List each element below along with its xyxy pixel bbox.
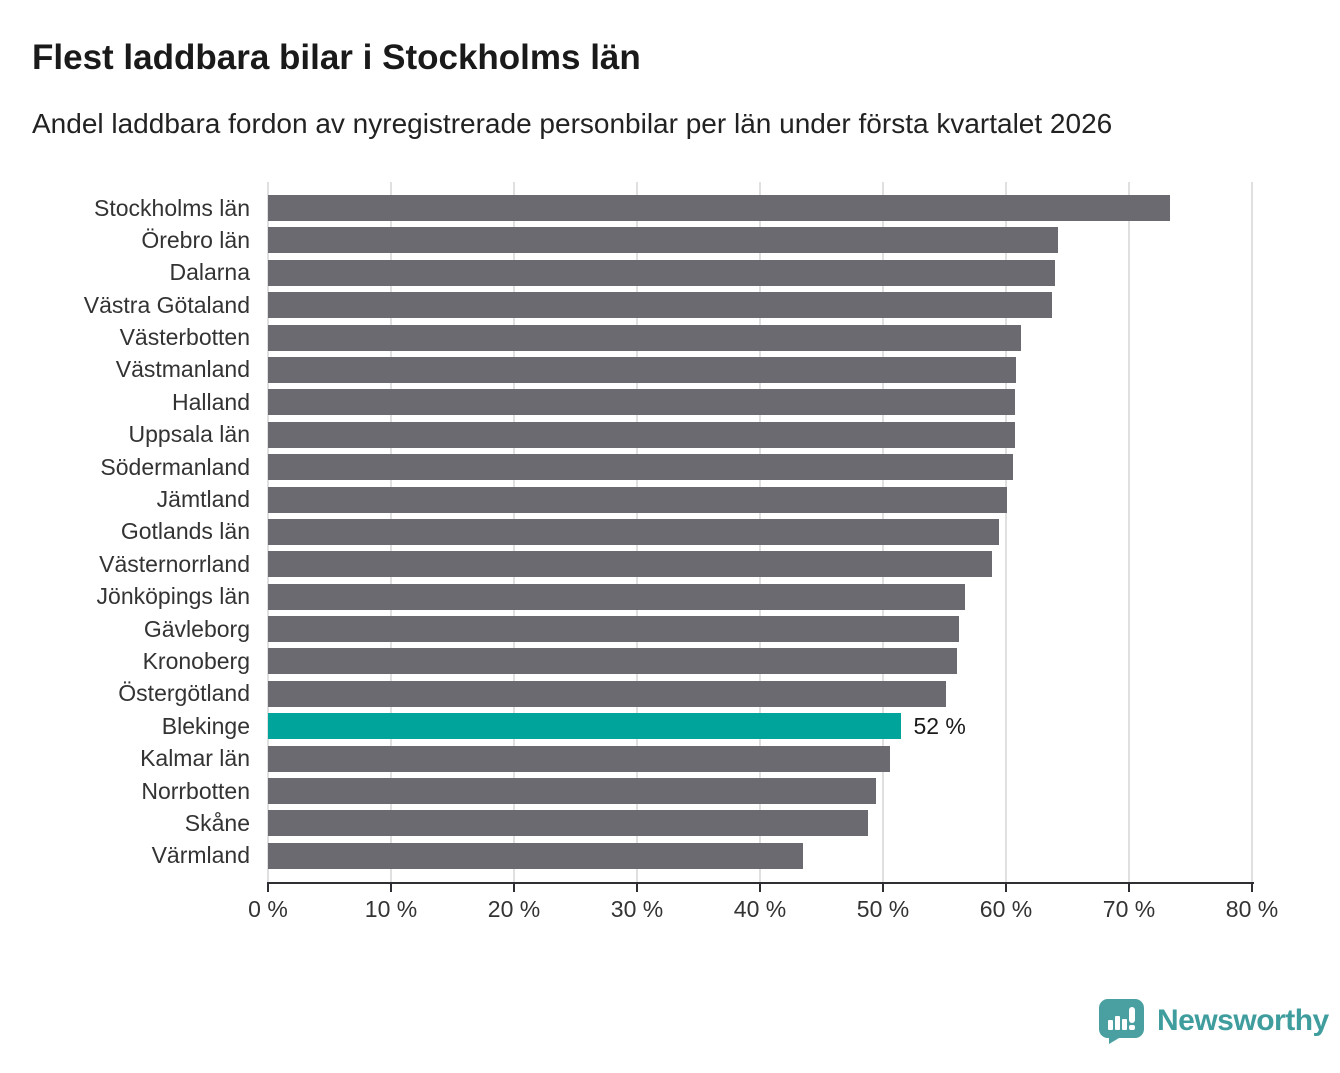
category-label: Värmland: [151, 842, 250, 869]
chart-row: [40, 551, 1270, 577]
category-label: Jönköpings län: [96, 583, 250, 610]
axis-tick-label: 80 %: [1225, 896, 1279, 922]
chart-row: [40, 389, 1270, 415]
category-label: Jämtland: [156, 486, 250, 513]
chart-row: [40, 778, 1270, 804]
bar-track: [268, 519, 1252, 545]
axis-tick-label: 10 %: [364, 896, 418, 922]
chart-row: [40, 648, 1270, 674]
chart-title: Flest laddbara bilar i Stockholms län: [32, 38, 641, 77]
chart-row: [40, 810, 1270, 836]
bar-track: [268, 746, 1252, 772]
category-label: Halland: [172, 388, 250, 415]
bar: [268, 843, 803, 869]
category-label: Västernorrland: [99, 550, 250, 577]
chart-row: [40, 616, 1270, 642]
bar-track: [268, 843, 1252, 869]
bar-highlighted: [268, 713, 901, 739]
chart-row: [40, 713, 1270, 739]
chart-row: [40, 487, 1270, 513]
bar: [268, 454, 1013, 480]
category-label: Gävleborg: [143, 615, 250, 642]
bar: [268, 195, 1170, 221]
bar: [268, 746, 890, 772]
chart-row: [40, 746, 1270, 772]
category-label: Västra Götaland: [83, 291, 250, 318]
bar: [268, 422, 1015, 448]
bar-track: [268, 292, 1252, 318]
newsworthy-speech-bubble-chart-icon: [1098, 998, 1145, 1044]
bar-track: [268, 227, 1252, 253]
bar-track: [268, 389, 1252, 415]
bar-track: [268, 357, 1252, 383]
axis-tick: [390, 884, 392, 892]
bar-track: [268, 810, 1252, 836]
chart-subtitle: Andel laddbara fordon av nyregistrerade personbilar per län under första kvartalet 2026: [32, 108, 1113, 139]
axis-tick-label: 50 %: [856, 896, 910, 922]
axis-tick: [1005, 884, 1007, 892]
category-label: Skåne: [184, 809, 250, 836]
chart-row: [40, 260, 1270, 286]
chart-row: [40, 584, 1270, 610]
bar: [268, 681, 946, 707]
category-label: Örebro län: [141, 226, 250, 253]
bar-track: [268, 325, 1252, 351]
bar: [268, 357, 1016, 383]
chart-row: [40, 292, 1270, 318]
axis-tick: [759, 884, 761, 892]
bar: [268, 519, 999, 545]
bar: [268, 551, 992, 577]
bar-track: [268, 778, 1252, 804]
bar: [268, 584, 965, 610]
brand-name: Newsworthy: [1157, 1004, 1329, 1037]
axis-tick-label: 60 %: [979, 896, 1033, 922]
bar-value-label: 52 %: [913, 712, 966, 739]
bar-track: [268, 616, 1252, 642]
bar: [268, 227, 1058, 253]
bar-track: [268, 584, 1252, 610]
axis-tick: [1128, 884, 1130, 892]
category-label: Östergötland: [118, 680, 250, 707]
axis-tick-label: 40 %: [733, 896, 787, 922]
bar-track: [268, 487, 1252, 513]
bar: [268, 487, 1007, 513]
axis-tick-label: 30 %: [610, 896, 664, 922]
category-label: Norrbotten: [141, 777, 250, 804]
bar-track: [268, 551, 1252, 577]
axis-tick-label: 70 %: [1102, 896, 1156, 922]
newsworthy-logo: [1098, 998, 1329, 1044]
category-label: Stockholms län: [94, 194, 250, 221]
category-label: Gotlands län: [120, 518, 250, 545]
bar: [268, 778, 876, 804]
category-label: Västmanland: [115, 356, 250, 383]
bar-track: [268, 681, 1252, 707]
category-label: Kalmar län: [140, 745, 250, 772]
bar: [268, 260, 1055, 286]
bar-track: [268, 713, 1252, 739]
bar-track: [268, 422, 1252, 448]
category-label: Västerbotten: [119, 324, 250, 351]
category-label: Uppsala län: [128, 421, 250, 448]
axis-tick-label: 0 %: [248, 896, 288, 922]
axis-tick-label: 20 %: [487, 896, 541, 922]
axis-tick: [882, 884, 884, 892]
axis-tick: [513, 884, 515, 892]
chart-rows: [40, 182, 1270, 882]
bar: [268, 616, 959, 642]
chart-row: [40, 519, 1270, 545]
category-label: Södermanland: [100, 453, 250, 480]
axis-tick: [1251, 884, 1253, 892]
bar: [268, 389, 1015, 415]
chart-row: [40, 843, 1270, 869]
bar: [268, 648, 957, 674]
chart-row: [40, 195, 1270, 221]
bar-track: [268, 260, 1252, 286]
bar: [268, 810, 868, 836]
chart-row: [40, 357, 1270, 383]
chart-row: [40, 227, 1270, 253]
axis-tick: [636, 884, 638, 892]
category-label: Dalarna: [169, 259, 250, 286]
chart-row: [40, 325, 1270, 351]
bar-track: [268, 454, 1252, 480]
bar: [268, 292, 1052, 318]
bar: [268, 325, 1021, 351]
bar-track: [268, 648, 1252, 674]
chart-row: [40, 681, 1270, 707]
category-label: Kronoberg: [142, 647, 250, 674]
axis-tick: [267, 884, 269, 892]
chart-row: [40, 422, 1270, 448]
category-label: Blekinge: [161, 712, 250, 739]
bar-track: [268, 195, 1252, 221]
chart-row: [40, 454, 1270, 480]
